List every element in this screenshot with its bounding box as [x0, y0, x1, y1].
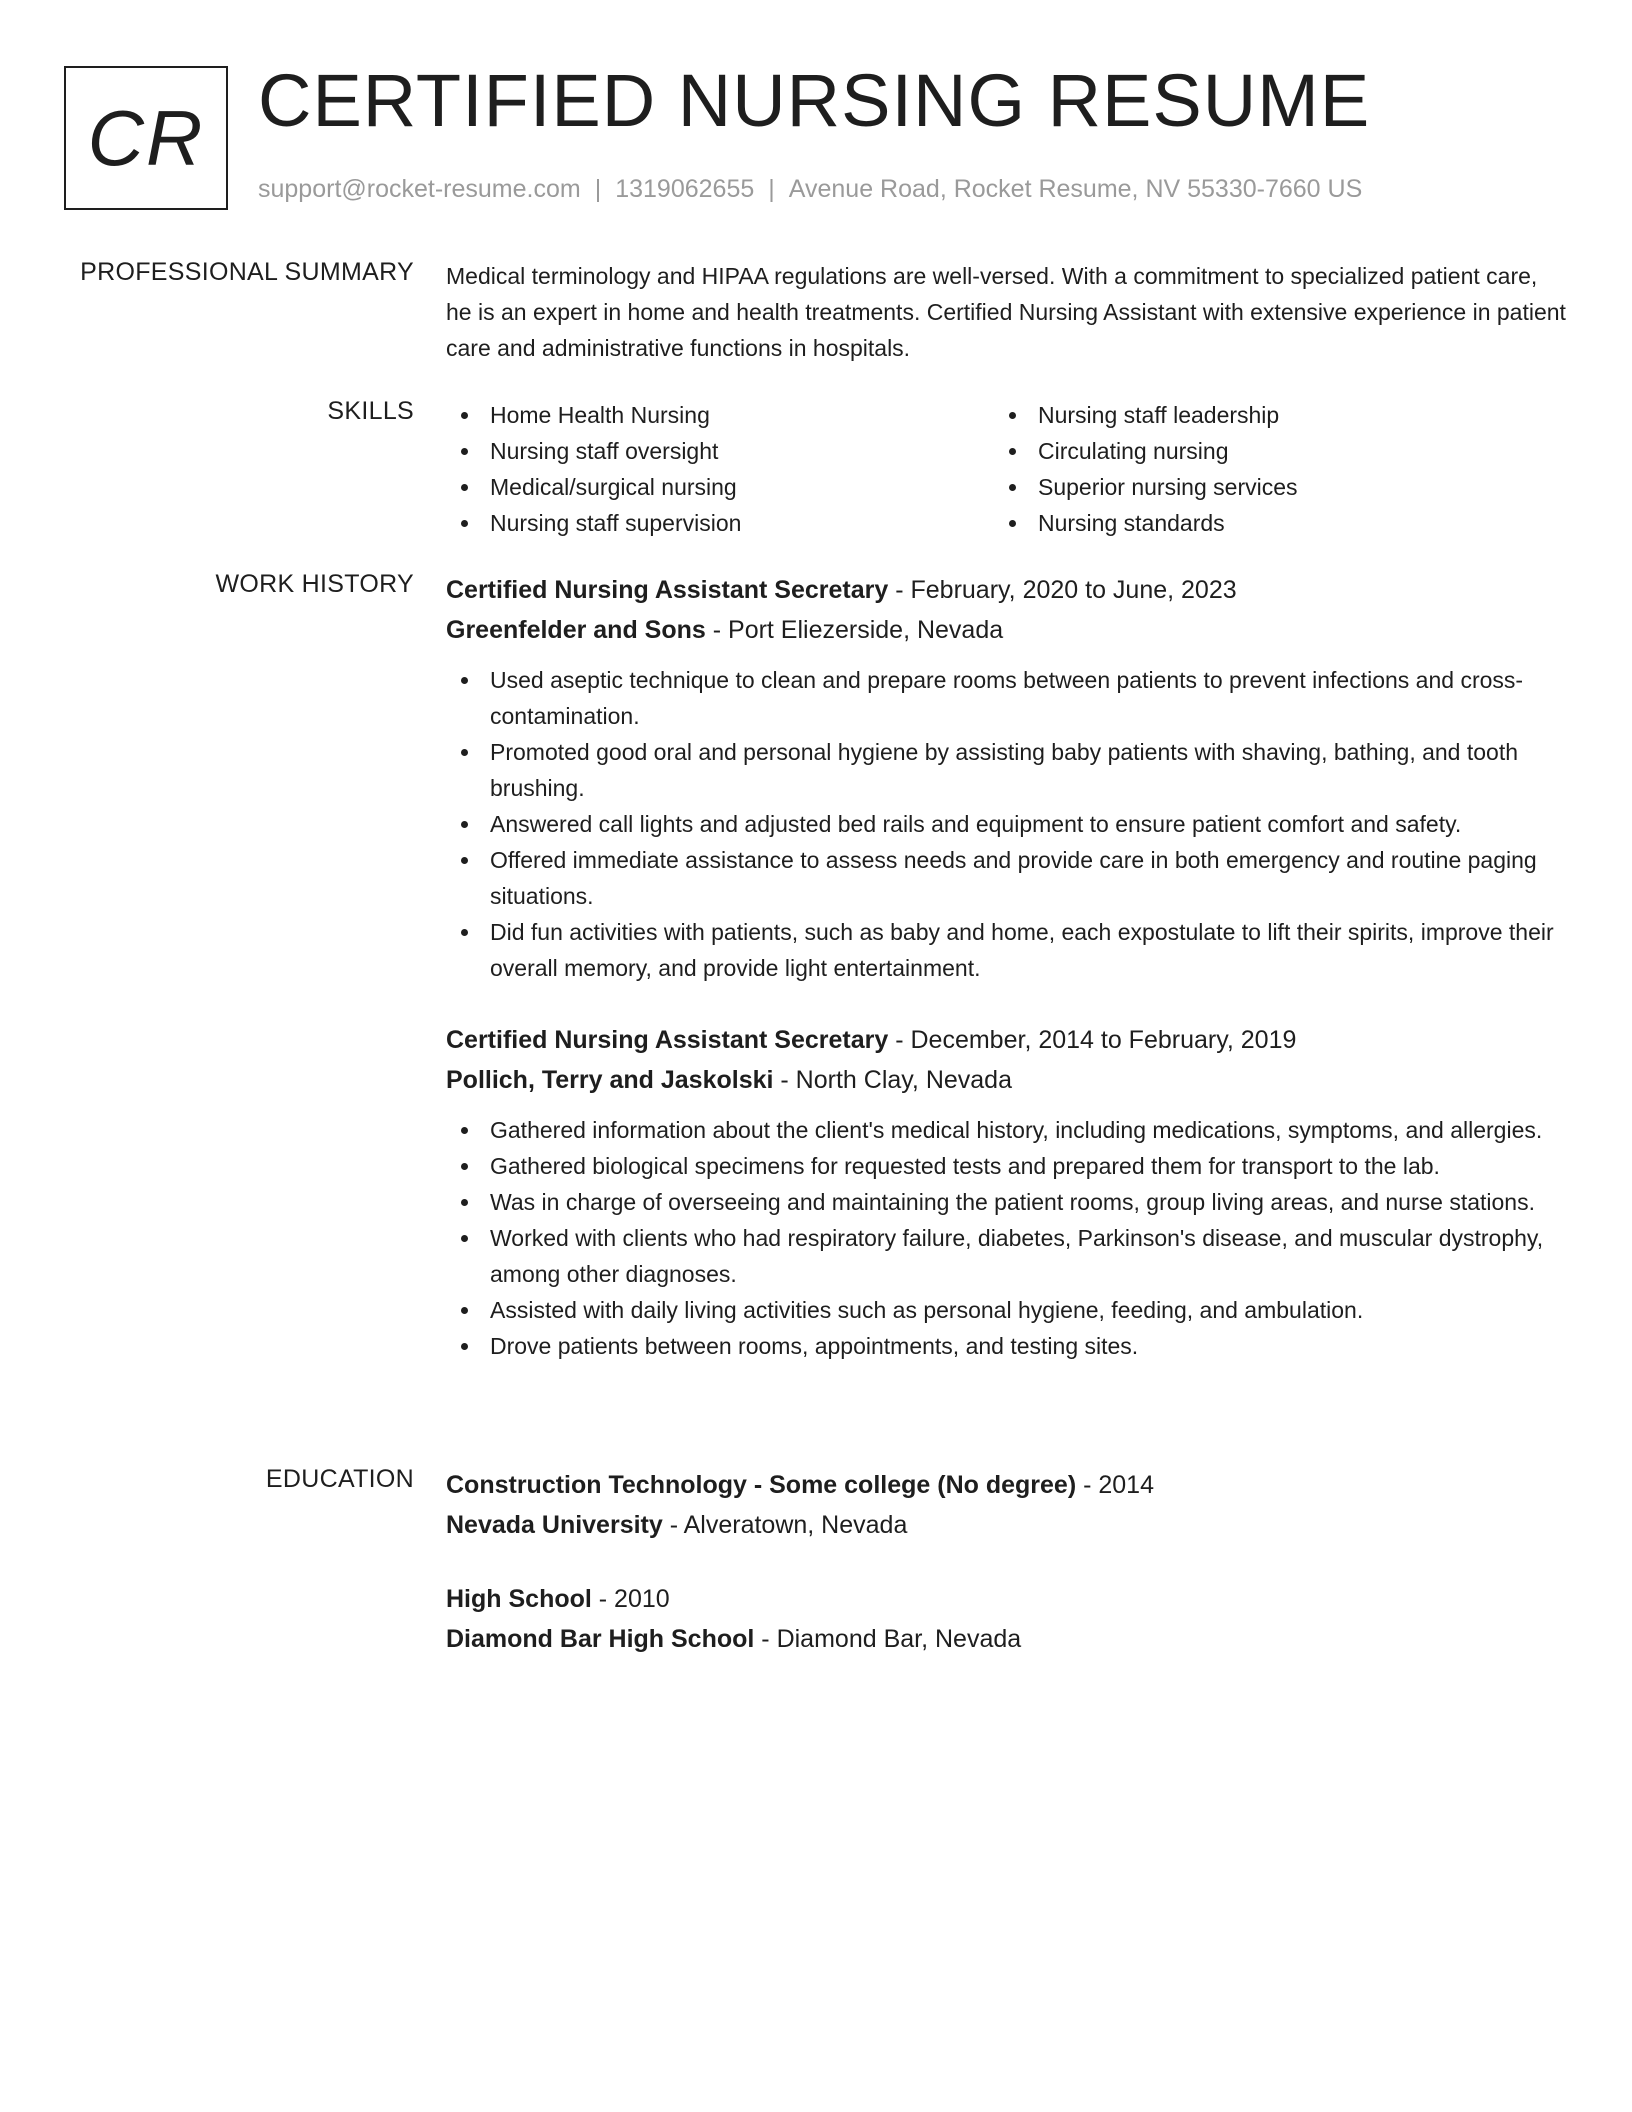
school-line: [446, 1619, 1566, 1659]
job-bullets: [446, 1112, 1566, 1364]
degree-year: - 2014: [1076, 1471, 1154, 1499]
job-bullet: Assisted with daily living activities such as personal hygiene, feeding, and ambulation.: [446, 1292, 1566, 1328]
job-bullet: Worked with clients who had respiratory failure, diabetes, Parkinson's disease, and muscular dystrophy, among other diagnoses.: [446, 1220, 1566, 1292]
job-title-line: [446, 1020, 1566, 1060]
skill-item: Circulating nursing: [994, 433, 1542, 469]
degree-name: High School: [446, 1585, 592, 1613]
monogram-logo: CR: [64, 66, 228, 210]
job-dates: - February, 2020 to June, 2023: [888, 576, 1237, 604]
job-entry: [446, 1020, 1566, 1364]
skill-item: Superior nursing services: [994, 469, 1542, 505]
job-dates: - December, 2014 to February, 2019: [888, 1026, 1297, 1054]
skill-item: Medical/surgical nursing: [446, 469, 994, 505]
school-location: - Diamond Bar, Nevada: [754, 1625, 1022, 1653]
job-bullet: Gathered information about the client's medical history, including medications, symptoms, and allergies.: [446, 1112, 1566, 1148]
job-bullets: [446, 662, 1566, 986]
degree-line: [446, 1465, 1566, 1505]
contact-phone[interactable]: 1319062655: [615, 175, 755, 203]
contact-address: Avenue Road, Rocket Resume, NV 55330-7660 US: [788, 175, 1363, 203]
skills-list-right: [994, 397, 1542, 541]
summary-text: Medical terminology and HIPAA regulations are well-versed. With a commitment to specialized patient care, he is an expert in home and health treatments. Certified Nursing Assistant with extensive experience in patient care and administrative functions in hospitals.: [446, 263, 1566, 361]
education-entry: [446, 1465, 1566, 1545]
skill-item: Nursing standards: [994, 505, 1542, 541]
work-history-label: WORK HISTORY: [215, 570, 414, 598]
work-history-body: [446, 570, 1566, 1398]
job-bullet: Answered call lights and adjusted bed rails and equipment to ensure patient comfort and safety.: [446, 806, 1566, 842]
job-title: Certified Nursing Assistant Secretary: [446, 576, 889, 604]
skills-label: SKILLS: [327, 397, 414, 425]
school-name: Nevada University: [446, 1511, 663, 1539]
skills-list-left: [446, 397, 994, 541]
job-bullet: Drove patients between rooms, appointments, and testing sites.: [446, 1328, 1566, 1364]
skill-item: Nursing staff supervision: [446, 505, 994, 541]
job-entry: [446, 570, 1566, 986]
degree-line: [446, 1579, 1566, 1619]
contact-separator: |: [594, 175, 602, 203]
skill-item: Nursing staff oversight: [446, 433, 994, 469]
job-bullet: Gathered biological specimens for requested tests and prepared them for transport to the lab.: [446, 1148, 1566, 1184]
school-location: - Alveratown, Nevada: [662, 1511, 908, 1539]
job-bullet: Offered immediate assistance to assess needs and provide care in both emergency and routine paging situations.: [446, 842, 1566, 914]
school-name: Diamond Bar High School: [446, 1625, 755, 1653]
school-line: [446, 1505, 1566, 1545]
job-company-line: [446, 1060, 1566, 1100]
degree-year: - 2010: [591, 1585, 670, 1613]
contact-email[interactable]: support@rocket-resume.com: [258, 175, 581, 203]
job-bullet: Promoted good oral and personal hygiene by assisting baby patients with shaving, bathing, and tooth brushing.: [446, 734, 1566, 806]
contact-separator: |: [768, 175, 775, 203]
skill-item: Home Health Nursing: [446, 397, 994, 433]
job-company: Pollich, Terry and Jaskolski: [446, 1066, 774, 1094]
contact-line: [258, 175, 1362, 204]
education-entry: [446, 1579, 1566, 1659]
job-company-line: [446, 610, 1566, 650]
education-label: EDUCATION: [265, 1465, 414, 1493]
education-body: [446, 1465, 1566, 1693]
job-title-line: [446, 570, 1566, 610]
job-bullet: Was in charge of overseeing and maintaining the patient rooms, group living areas, and nurse stations.: [446, 1184, 1566, 1220]
job-bullet: Did fun activities with patients, such as baby and home, each expostulate to lift their spirits, improve their overall memory, and provide light entertainment.: [446, 914, 1566, 986]
resume-title: CERTIFIED NURSING RESUME: [258, 59, 1371, 142]
job-title: Certified Nursing Assistant Secretary: [446, 1026, 889, 1054]
job-bullet: Used aseptic technique to clean and prepare rooms between patients to prevent infections and cross-contamination.: [446, 662, 1566, 734]
skills-columns: [446, 397, 1566, 541]
summary-label: PROFESSIONAL SUMMARY: [80, 258, 414, 286]
job-location: - North Clay, Nevada: [773, 1066, 1012, 1094]
degree-name: Construction Technology - Some college (No degree): [446, 1471, 1077, 1499]
job-company: Greenfelder and Sons: [446, 616, 706, 644]
skill-item: Nursing staff leadership: [994, 397, 1542, 433]
job-location: - Port Eliezerside, Nevada: [705, 616, 1004, 644]
